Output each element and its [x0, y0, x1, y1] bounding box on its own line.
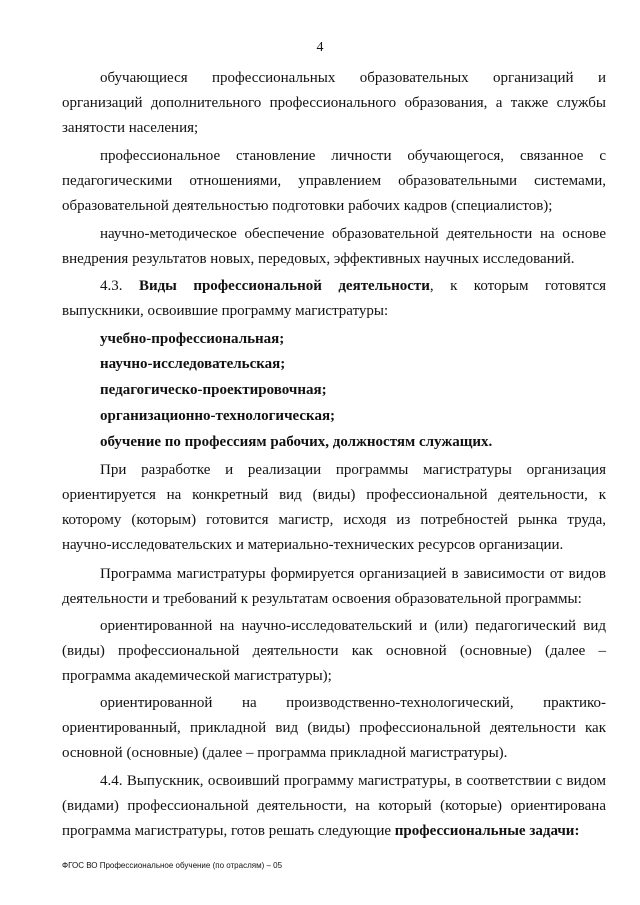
paragraph-program-development: При разработке и реализации программы магистратуры организация ориентируется на конкретный вид (виды) профессиональной деятельности, к которому (которым) готовится магистр, исходя из потребностей рынка труда, научно-исследовательских и материально-технических ресурсов организации.: [62, 462, 606, 553]
section-4-4-bold: профессиональные задачи:: [394, 823, 580, 839]
activity-type-item: научно-исследовательская;: [100, 356, 286, 372]
footer-note: ФГОС ВО Профессиональное обучение (по отраслям) – 05: [62, 861, 283, 870]
activity-type-item: обучение по профессиям рабочих, должностям служащих.: [100, 434, 493, 450]
section-4-3-suffix: , к которым готовятся выпускники, освоившие программу магистратуры:: [62, 278, 606, 319]
paragraph-program-formation: Программа магистратуры формируется организацией в зависимости от видов деятельности и требований к результатам освоения образовательной программы:: [62, 566, 606, 607]
activity-type-item: педагогическо-проектировочная;: [100, 382, 327, 398]
paragraph-professional-formation: профессиональное становление личности обучающегося, связанное с педагогическими отношениями, управлением образовательными системами, образовательной деятельностью подготовки рабочих кадров (специалистов);: [62, 148, 606, 214]
section-4-4: [62, 769, 606, 844]
activity-type-item: организационно-технологическая;: [100, 408, 336, 424]
section-4-3: [62, 274, 606, 324]
paragraph-applied-masters: ориентированной на производственно-технологический, практико-ориентированный, прикладной вид (виды) профессиональной деятельности как основной (основные) (далее – программа прикладной магистратуры).: [62, 695, 606, 761]
section-4-3-bold: Виды профессиональной деятельности: [138, 278, 430, 294]
page-number: 4: [316, 40, 324, 55]
paragraph-methodical-support: научно-методическое обеспечение образовательной деятельности на основе внедрения результатов новых, передовых, эффективных научных исследований.: [62, 226, 606, 267]
paragraph-academic-masters: ориентированной на научно-исследовательский и (или) педагогический вид (виды) профессиональной деятельности как основной (основные) (далее – программа академической магистратуры);: [62, 618, 606, 684]
paragraph-learners: обучающиеся профессиональных образовательных организаций и организаций дополнительного профессионального образования, а также службы занятости населения;: [62, 70, 606, 136]
section-4-4-text: 4.4. Выпускник, освоивший программу магистратуры, в соответствии с видом (видами) профессиональной деятельности, на который (которые) ориентирована программа магистратуры, готов решать следующие: [62, 773, 606, 839]
activity-type-item: учебно-профессиональная;: [100, 331, 285, 347]
section-4-3-prefix: 4.3.: [100, 278, 139, 294]
